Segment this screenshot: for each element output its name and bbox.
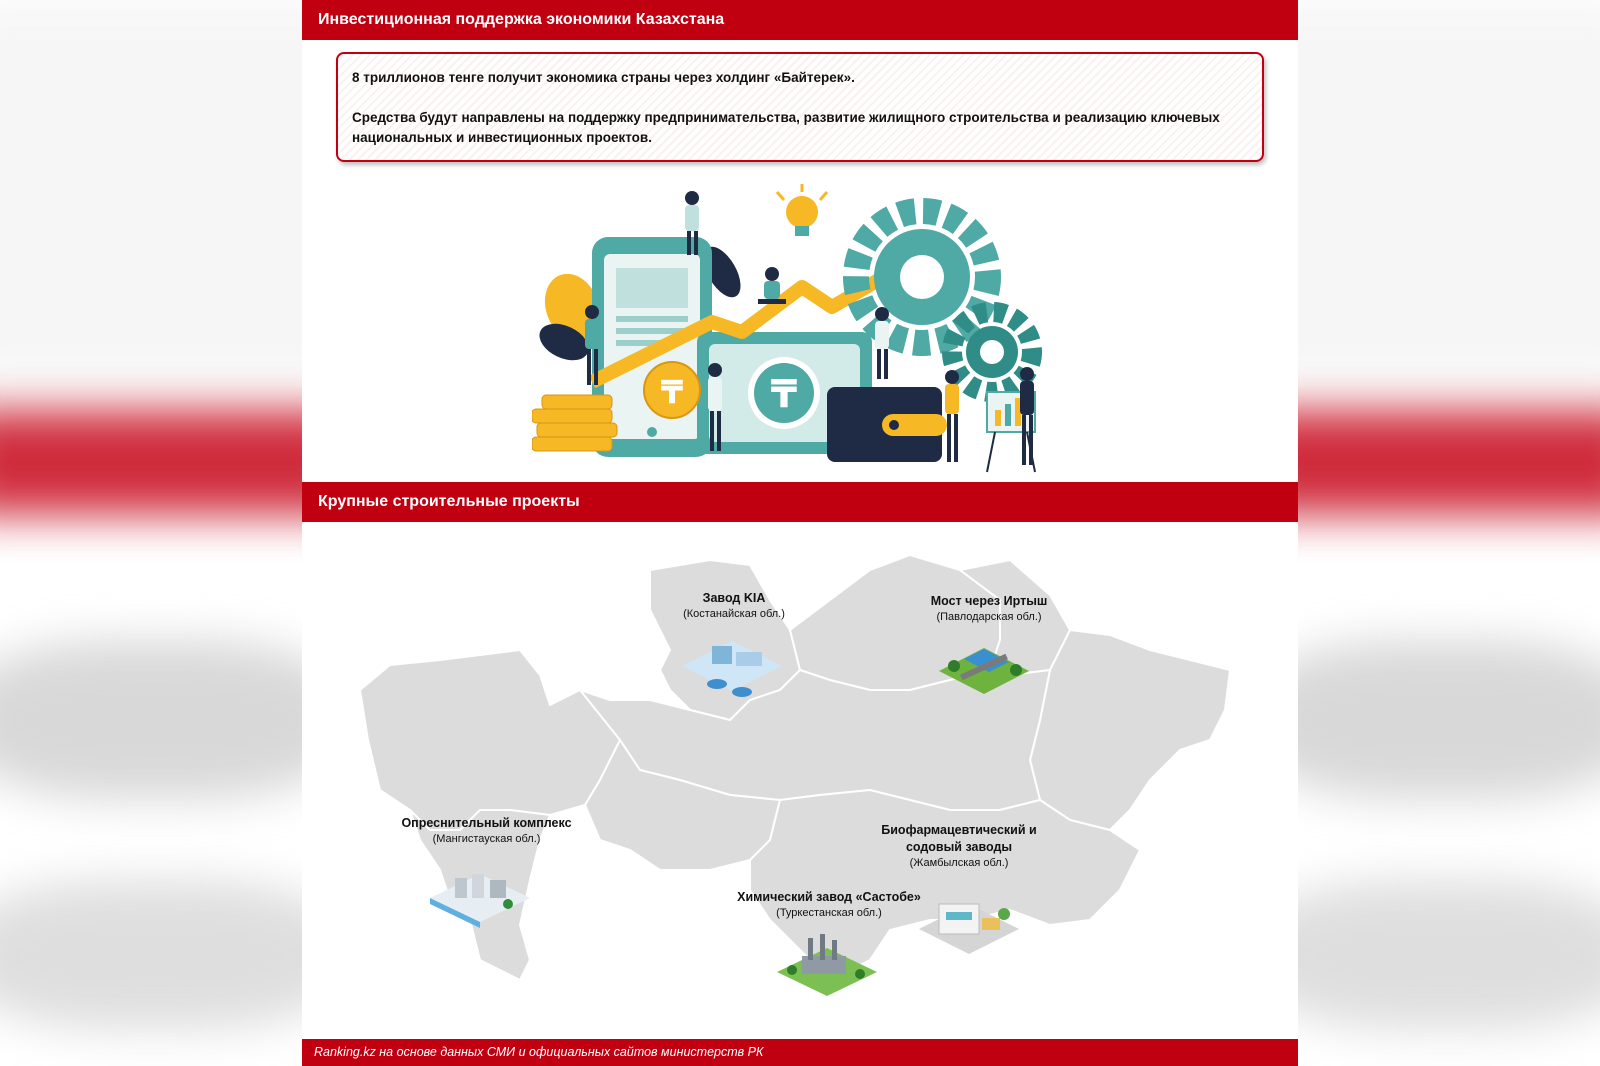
info-line-2: Средства будут направлены на поддержку предпринимательства, развитие жилищного строительства и реализацию ключевых национальных и инвестиционных проектов. bbox=[352, 110, 1220, 145]
chemical-plant-icon bbox=[772, 930, 882, 1010]
project-biopharma bbox=[874, 822, 1044, 871]
project-chemical-title: Химический завод «Састобе» bbox=[737, 890, 921, 904]
project-chemical-region: (Туркестанская обл.) bbox=[776, 907, 882, 919]
investment-illustration bbox=[532, 182, 1072, 478]
header-title: Инвестиционная поддержка экономики Казахстана bbox=[318, 11, 725, 28]
project-kia-title: Завод KIA bbox=[702, 591, 766, 605]
backdrop-right bbox=[1290, 0, 1600, 1066]
project-kia-region: (Костанайская обл.) bbox=[683, 608, 785, 620]
infographic-card bbox=[302, 0, 1298, 1066]
header-bar bbox=[302, 0, 1298, 40]
project-kia bbox=[664, 590, 804, 622]
project-bridge bbox=[914, 593, 1064, 625]
project-desalination-title: Опреснительный комплекс bbox=[401, 816, 572, 830]
car-factory-icon bbox=[672, 626, 792, 706]
project-bridge-title: Мост через Иртыш bbox=[930, 594, 1048, 608]
map-region-west bbox=[360, 650, 620, 830]
backdrop-left bbox=[0, 0, 310, 1066]
map-region-east bbox=[1030, 630, 1230, 830]
footer-bar bbox=[302, 1039, 1298, 1066]
section-bar bbox=[302, 482, 1298, 522]
tenge-symbol-coin: ₸ bbox=[660, 373, 684, 411]
project-desalination bbox=[394, 815, 579, 847]
info-box bbox=[336, 52, 1264, 162]
project-chemical bbox=[734, 889, 924, 921]
pharma-plant-icon bbox=[914, 884, 1024, 964]
tenge-symbol-large: ₸ bbox=[770, 372, 798, 416]
bridge-icon bbox=[934, 636, 1034, 706]
project-bridge-region: (Павлодарская обл.) bbox=[936, 611, 1042, 623]
section-title: Крупные строительные проекты bbox=[318, 493, 580, 510]
project-desalination-region: (Мангистауская обл.) bbox=[432, 833, 541, 845]
desalination-plant-icon bbox=[420, 856, 540, 936]
footer-source: Ranking.kz на основе данных СМИ и официальных сайтов министерств РК bbox=[314, 1045, 764, 1059]
info-line-1: 8 триллионов тенге получит экономика страны через холдинг «Байтерек». bbox=[352, 70, 855, 85]
project-biopharma-region: (Жамбылская обл.) bbox=[909, 857, 1009, 869]
project-biopharma-title: Биофармацевтический и содовый заводы bbox=[881, 823, 1037, 854]
